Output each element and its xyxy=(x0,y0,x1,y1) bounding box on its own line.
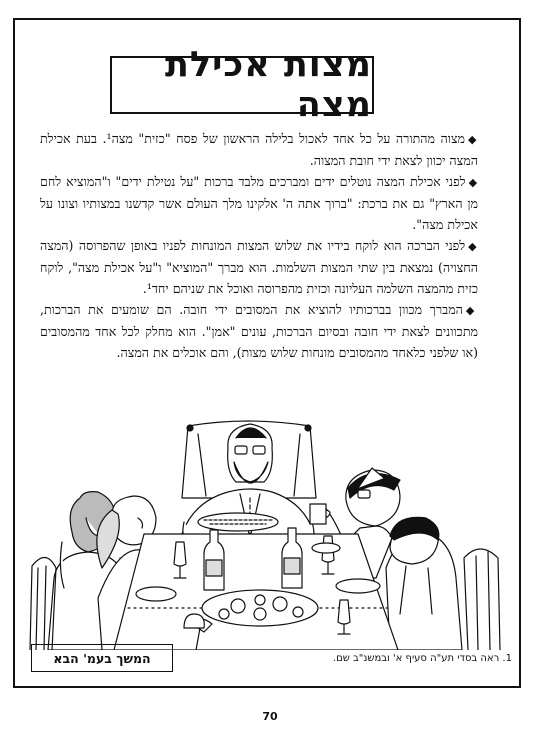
paragraph-1 xyxy=(40,128,478,171)
paragraph-2 xyxy=(40,171,478,235)
paragraph-line: באופן שהפרוסה (המצה החצויה) נמצאת בין שתי המצות xyxy=(40,238,478,275)
seder-plate xyxy=(202,590,318,626)
paragraph-line: שומעים את הברכות, מתכוונים לצאת ידי חובה ובסיום הברכות, xyxy=(40,302,478,339)
child-right-2 xyxy=(386,517,462,650)
page-number: 70 xyxy=(262,710,278,723)
body-text xyxy=(40,128,478,363)
footnote: 1. ראה בסדי תע"ה סעיף א' ובמשנ"ב שם. xyxy=(332,653,512,664)
bullet-icon: ◆ xyxy=(468,240,478,253)
paragraph-3 xyxy=(40,235,478,299)
paragraph-line: המברך מכוון בברכותיו להוציא את המסובים ידי חובה. הם xyxy=(156,302,463,317)
bullet-icon: ◆ xyxy=(468,133,478,146)
continued-next-page-box: המשך בעמ' הבא xyxy=(31,644,173,672)
page-title: מצות אכילת מצה xyxy=(165,45,372,125)
paragraph-line: מצוה מהתורה על כל אחד לאכול בלילה הראשון של פסח xyxy=(176,131,466,146)
paragraph-line: לפני אכילת המצה נוטלים ידים ומברכים מלבד ברכות "על xyxy=(180,174,466,189)
matza-plate xyxy=(198,513,278,531)
seder-table-illustration xyxy=(28,418,510,650)
paragraph-line: לפני הברכה הוא לוקח בידיו את שלוש המצות המונחות לפניו xyxy=(162,238,466,253)
paragraph-line: ה' אלקינו מלך העולם אשר קדשנו במצותיו וצונו על אכילת מצה". xyxy=(40,196,478,232)
paragraph-line: מהמצה השלמה העליונה וכזית מהפרוסה ואוכל את שניהם יחד¹. xyxy=(142,281,454,296)
bullet-icon: ◆ xyxy=(468,176,478,189)
paragraph-line: השלמות. הוא מברך "המוציא" ו"על אכילת מצה", לוקח כזית xyxy=(40,260,478,296)
paragraph-4 xyxy=(40,299,478,363)
paragraph-line: נטילת ידים" ו"המוציא לחם מן הארץ" גם את ברכת: "ברוך אתה xyxy=(40,174,478,211)
paragraph-line: "כזית" מצה¹. בעת אכילת המצה יכוון לצאת ידי חובת המצוה. xyxy=(40,131,478,168)
paragraph-line: מהמסובים מונחות שלוש מצות), והם אוכלים את המצה. xyxy=(116,345,389,360)
bullet-icon: ◆ xyxy=(465,304,478,317)
side-chair-right xyxy=(464,549,500,650)
paragraph-line: עונים "אמן". הוא מחלק לכל אחד מהמסובים (או שלפני כלאחד xyxy=(40,324,478,360)
